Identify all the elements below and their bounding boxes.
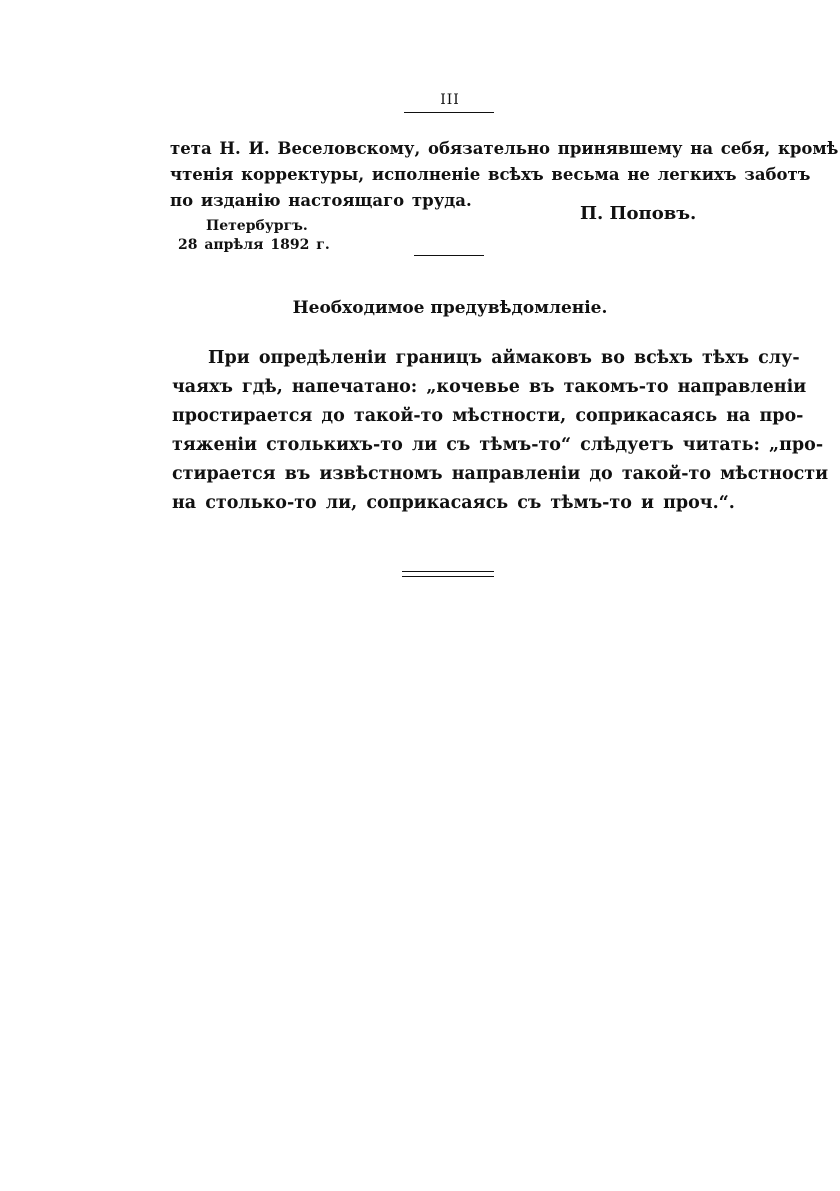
notice-line-3: простирается до такой-то мѣстности, соприкасаясь на про- <box>172 406 804 426</box>
notice-line-1: При опредѣленіи границъ аймаковъ во всѣхъ тѣхъ слу- <box>208 348 800 368</box>
preface-line-3: по изданію настоящаго труда. <box>170 191 472 210</box>
notice-heading: Необходимое предувѣдомленіе. <box>292 298 608 318</box>
date-of-writing: 28 апрѣля 1892 г. <box>178 237 330 253</box>
author-signature: П. Поповъ. <box>580 203 697 224</box>
notice-line-2: чаяхъ гдѣ, напечатано: „кочевье въ такомъ-то направленіи <box>172 377 807 397</box>
notice-paragraph <box>172 344 829 518</box>
end-double-rule <box>402 571 494 577</box>
notice-line-5: стирается въ извѣстномъ направленіи до такой-то мѣстности <box>172 464 829 484</box>
page-number: III <box>440 92 460 108</box>
preface-line-1: тета Н. И. Веселовскому, обязательно принявшему на себя, кромѣ <box>170 139 839 158</box>
notice-line-4: тяженіи столькихъ-то ли съ тѣмъ-то“ слѣдуетъ читать: „про- <box>172 435 824 455</box>
notice-line-6: на столько-то ли, соприкасаясь съ тѣмъ-то и проч.“. <box>172 493 735 513</box>
preface-line-2: чтенія корректуры, исполненіе всѣхъ весьма не легкихъ заботъ <box>170 165 811 184</box>
place-of-writing: Петербургъ. <box>206 218 308 234</box>
section-divider <box>414 255 484 256</box>
page-number-rule <box>404 112 494 113</box>
